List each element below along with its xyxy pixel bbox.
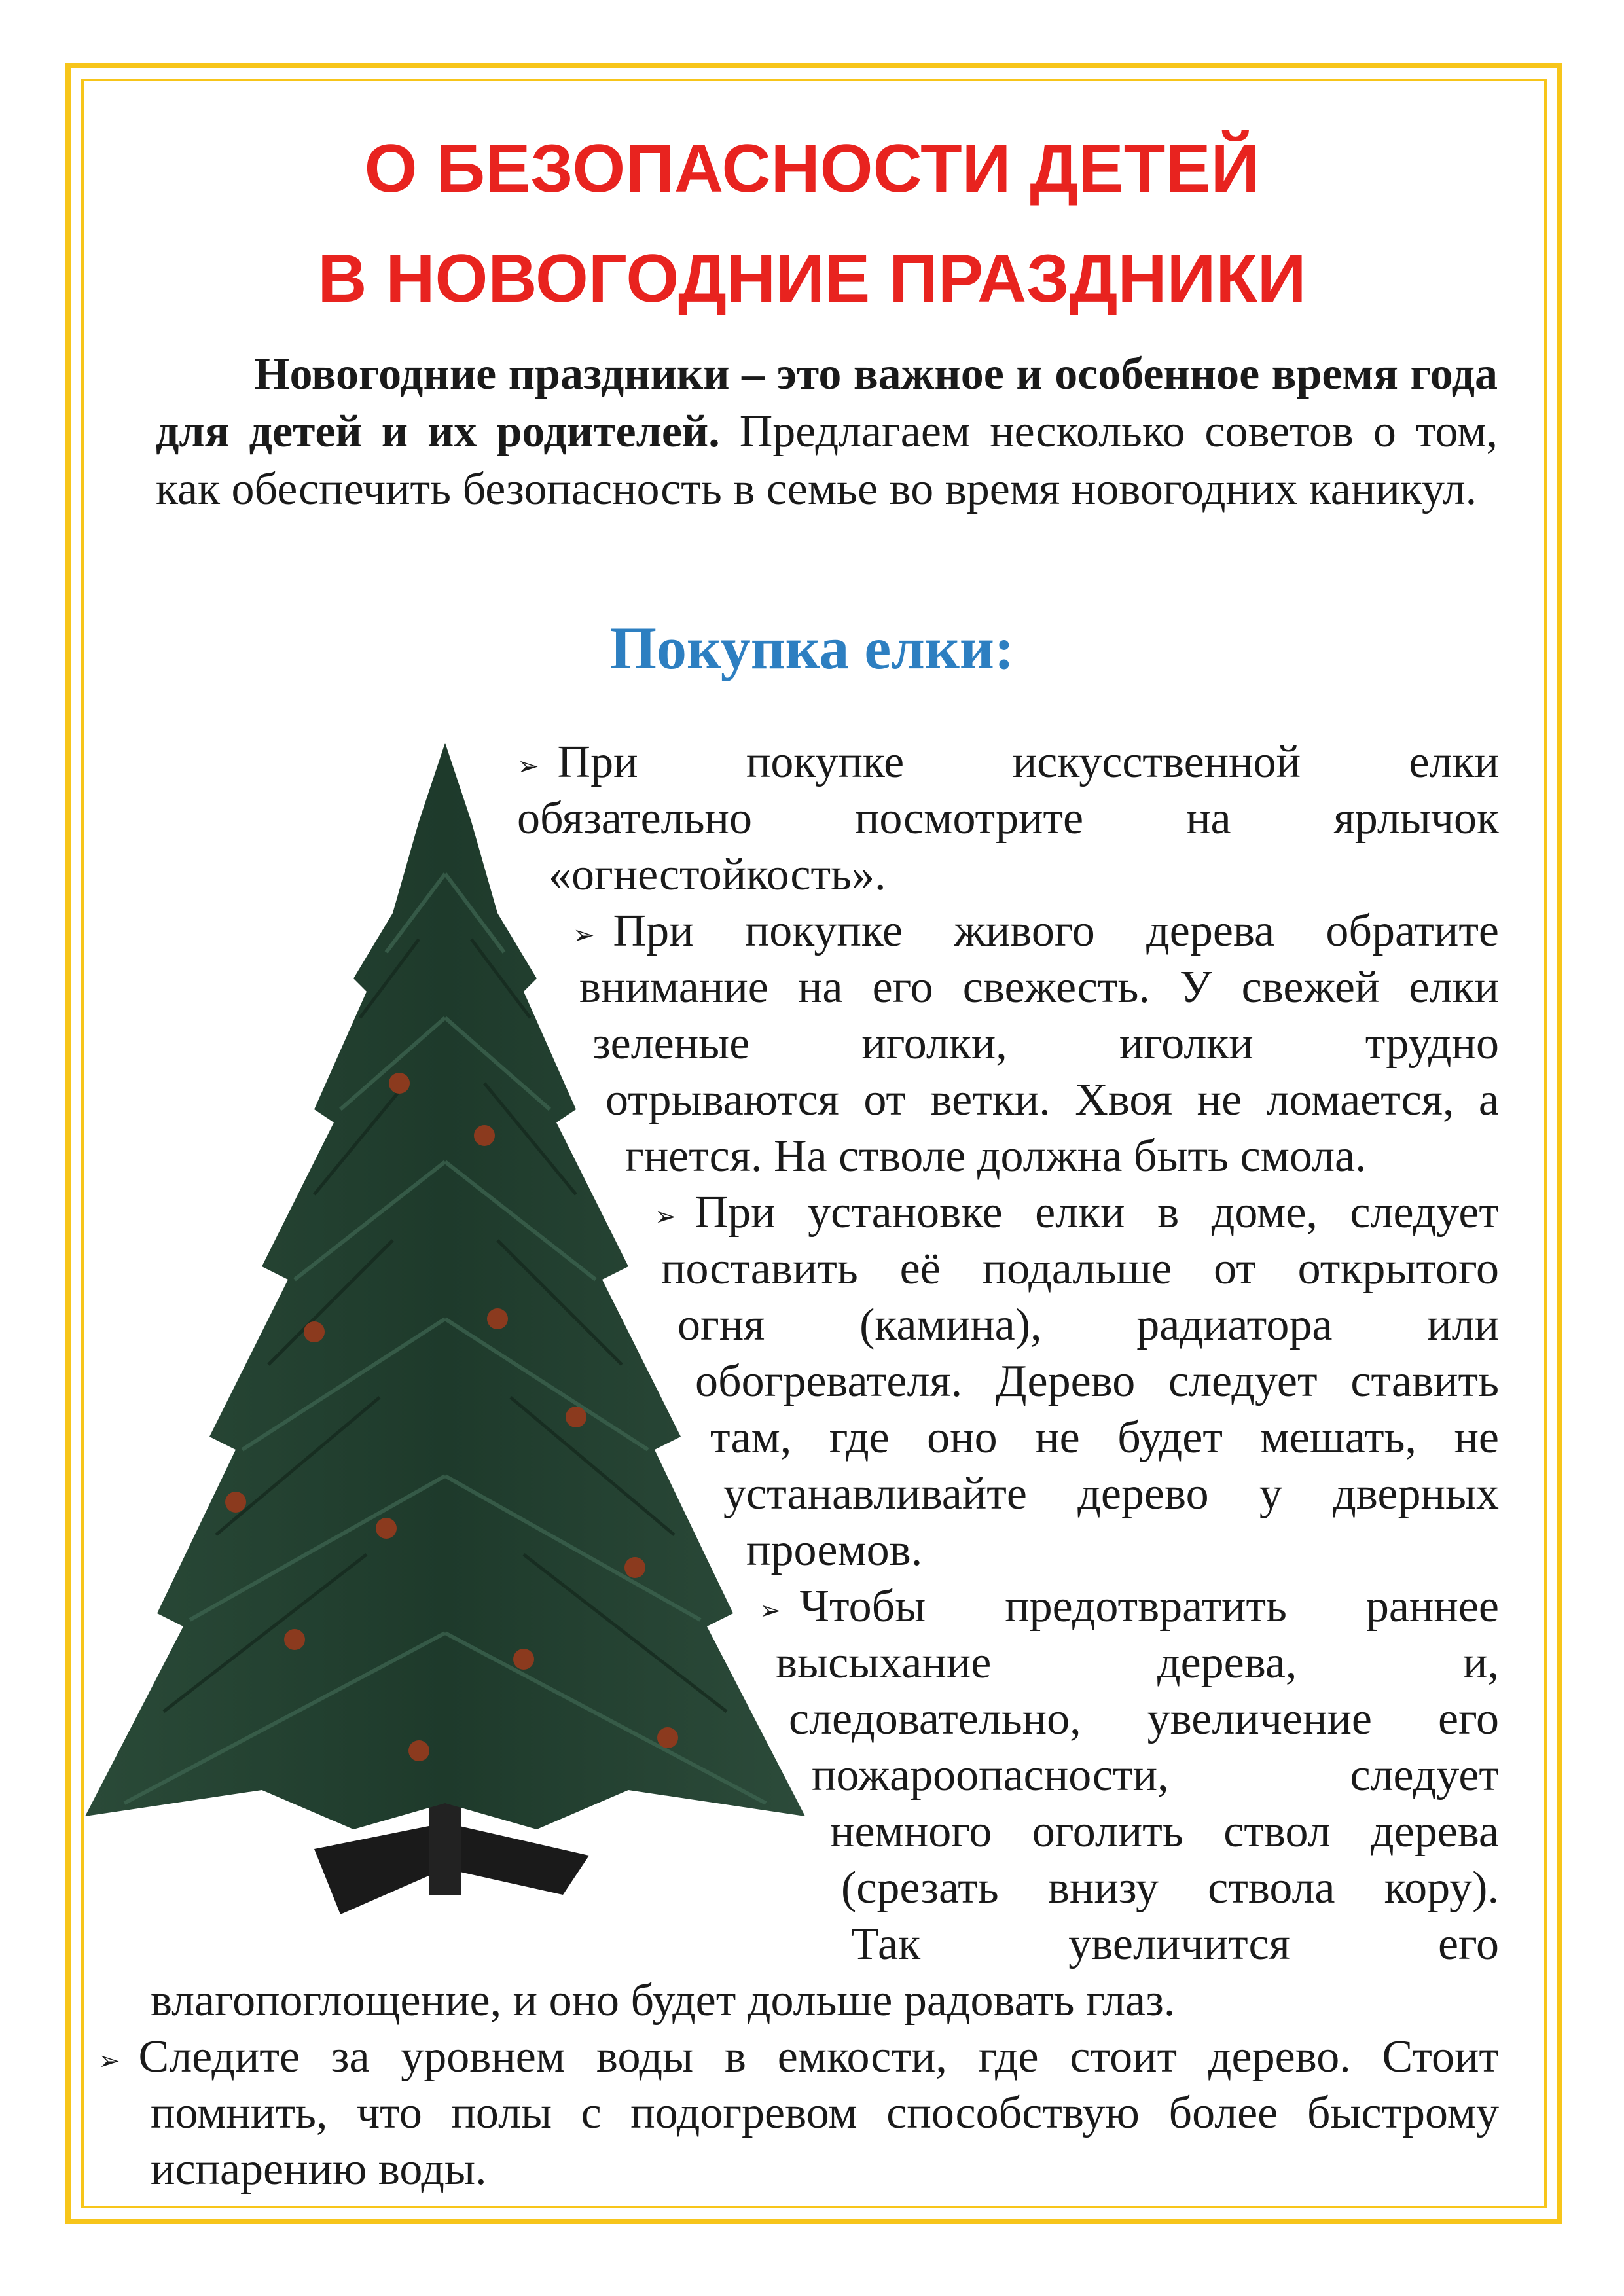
text-line: обязательно посмотрите на ярлычок [517,793,1499,844]
bullet-icon: ➢ [517,751,539,781]
bullet-icon: ➢ [655,1201,677,1232]
bullet-line [98,2029,1499,2085]
text-line: При покупке искусственной елки [557,737,1499,787]
text-line: гнется. На стволе должна быть смола. [625,1131,1367,1181]
bullet-line [517,734,1499,791]
text-line: пожароопасности, следует [812,1750,1499,1801]
text-line: следовательно, увеличение его [789,1694,1499,1744]
text-line: зеленые иголки, иголки трудно [592,1018,1499,1069]
text-line: (срезать внизу ствола кору). [841,1863,1499,1913]
text-line: Чтобы предотвратить раннее [799,1581,1499,1632]
bullet-icon: ➢ [98,2045,120,2076]
text-line: Следите за уровнем воды в емкости, где стоит дерево. Стоит [138,2032,1499,2082]
text-line: обогревателя. Дерево следует ставить [695,1356,1499,1407]
intro-bold-text: Новогодние праздники – это важное и особенное время года для детей и их родителей. [156,349,1498,457]
bullet-icon: ➢ [573,920,595,950]
intro-normal-text: Предлагаем несколько советов о том, как обеспечить безопасность в семье во время новогодних каникул. [156,406,1498,514]
text-line: помнить, что полы с подогревом способствую более быстрому [151,2088,1499,2138]
text-line: При покупке живого дерева обратите [613,906,1499,956]
intro-paragraph [156,346,1498,518]
bullet-icon: ➢ [759,1595,782,1626]
text-line: проемов. [746,1525,923,1575]
text-line: Так увеличится его [851,1919,1499,1969]
page-title-line-1: О БЕЗОПАСНОСТИ ДЕТЕЙ [364,131,1260,207]
bullet-line [759,1579,1499,1635]
text-line: немного оголить ствол дерева [830,1806,1499,1857]
page-title-line-2: В НОВОГОДНИЕ ПРАЗДНИКИ [317,241,1307,317]
text-line: «огнестойкость». [549,850,886,900]
text-line: отрываются от ветки. Хвоя не ломается, а [605,1075,1499,1125]
text-line: там, где оно не будет мешать, не [710,1412,1499,1463]
bullet-line [573,903,1499,960]
text-line: огня (камина), радиатора или [677,1300,1499,1350]
text-line: При установке елки в доме, следует [695,1187,1499,1238]
text-line: высыхание дерева, и, [776,1638,1499,1688]
text-line: испарению воды. [151,2144,487,2195]
text-line: влагопоглощение, и оно будет дольше радовать глаз. [151,1975,1176,2026]
text-line: внимание на его свежесть. У свежей елки [579,962,1499,1013]
section-heading: Покупка елки: [609,615,1015,681]
text-line: устанавливайте дерево у дверных [723,1469,1499,1519]
text-line: поставить её подальше от открытого [661,1244,1499,1294]
bullet-line [655,1185,1499,1241]
